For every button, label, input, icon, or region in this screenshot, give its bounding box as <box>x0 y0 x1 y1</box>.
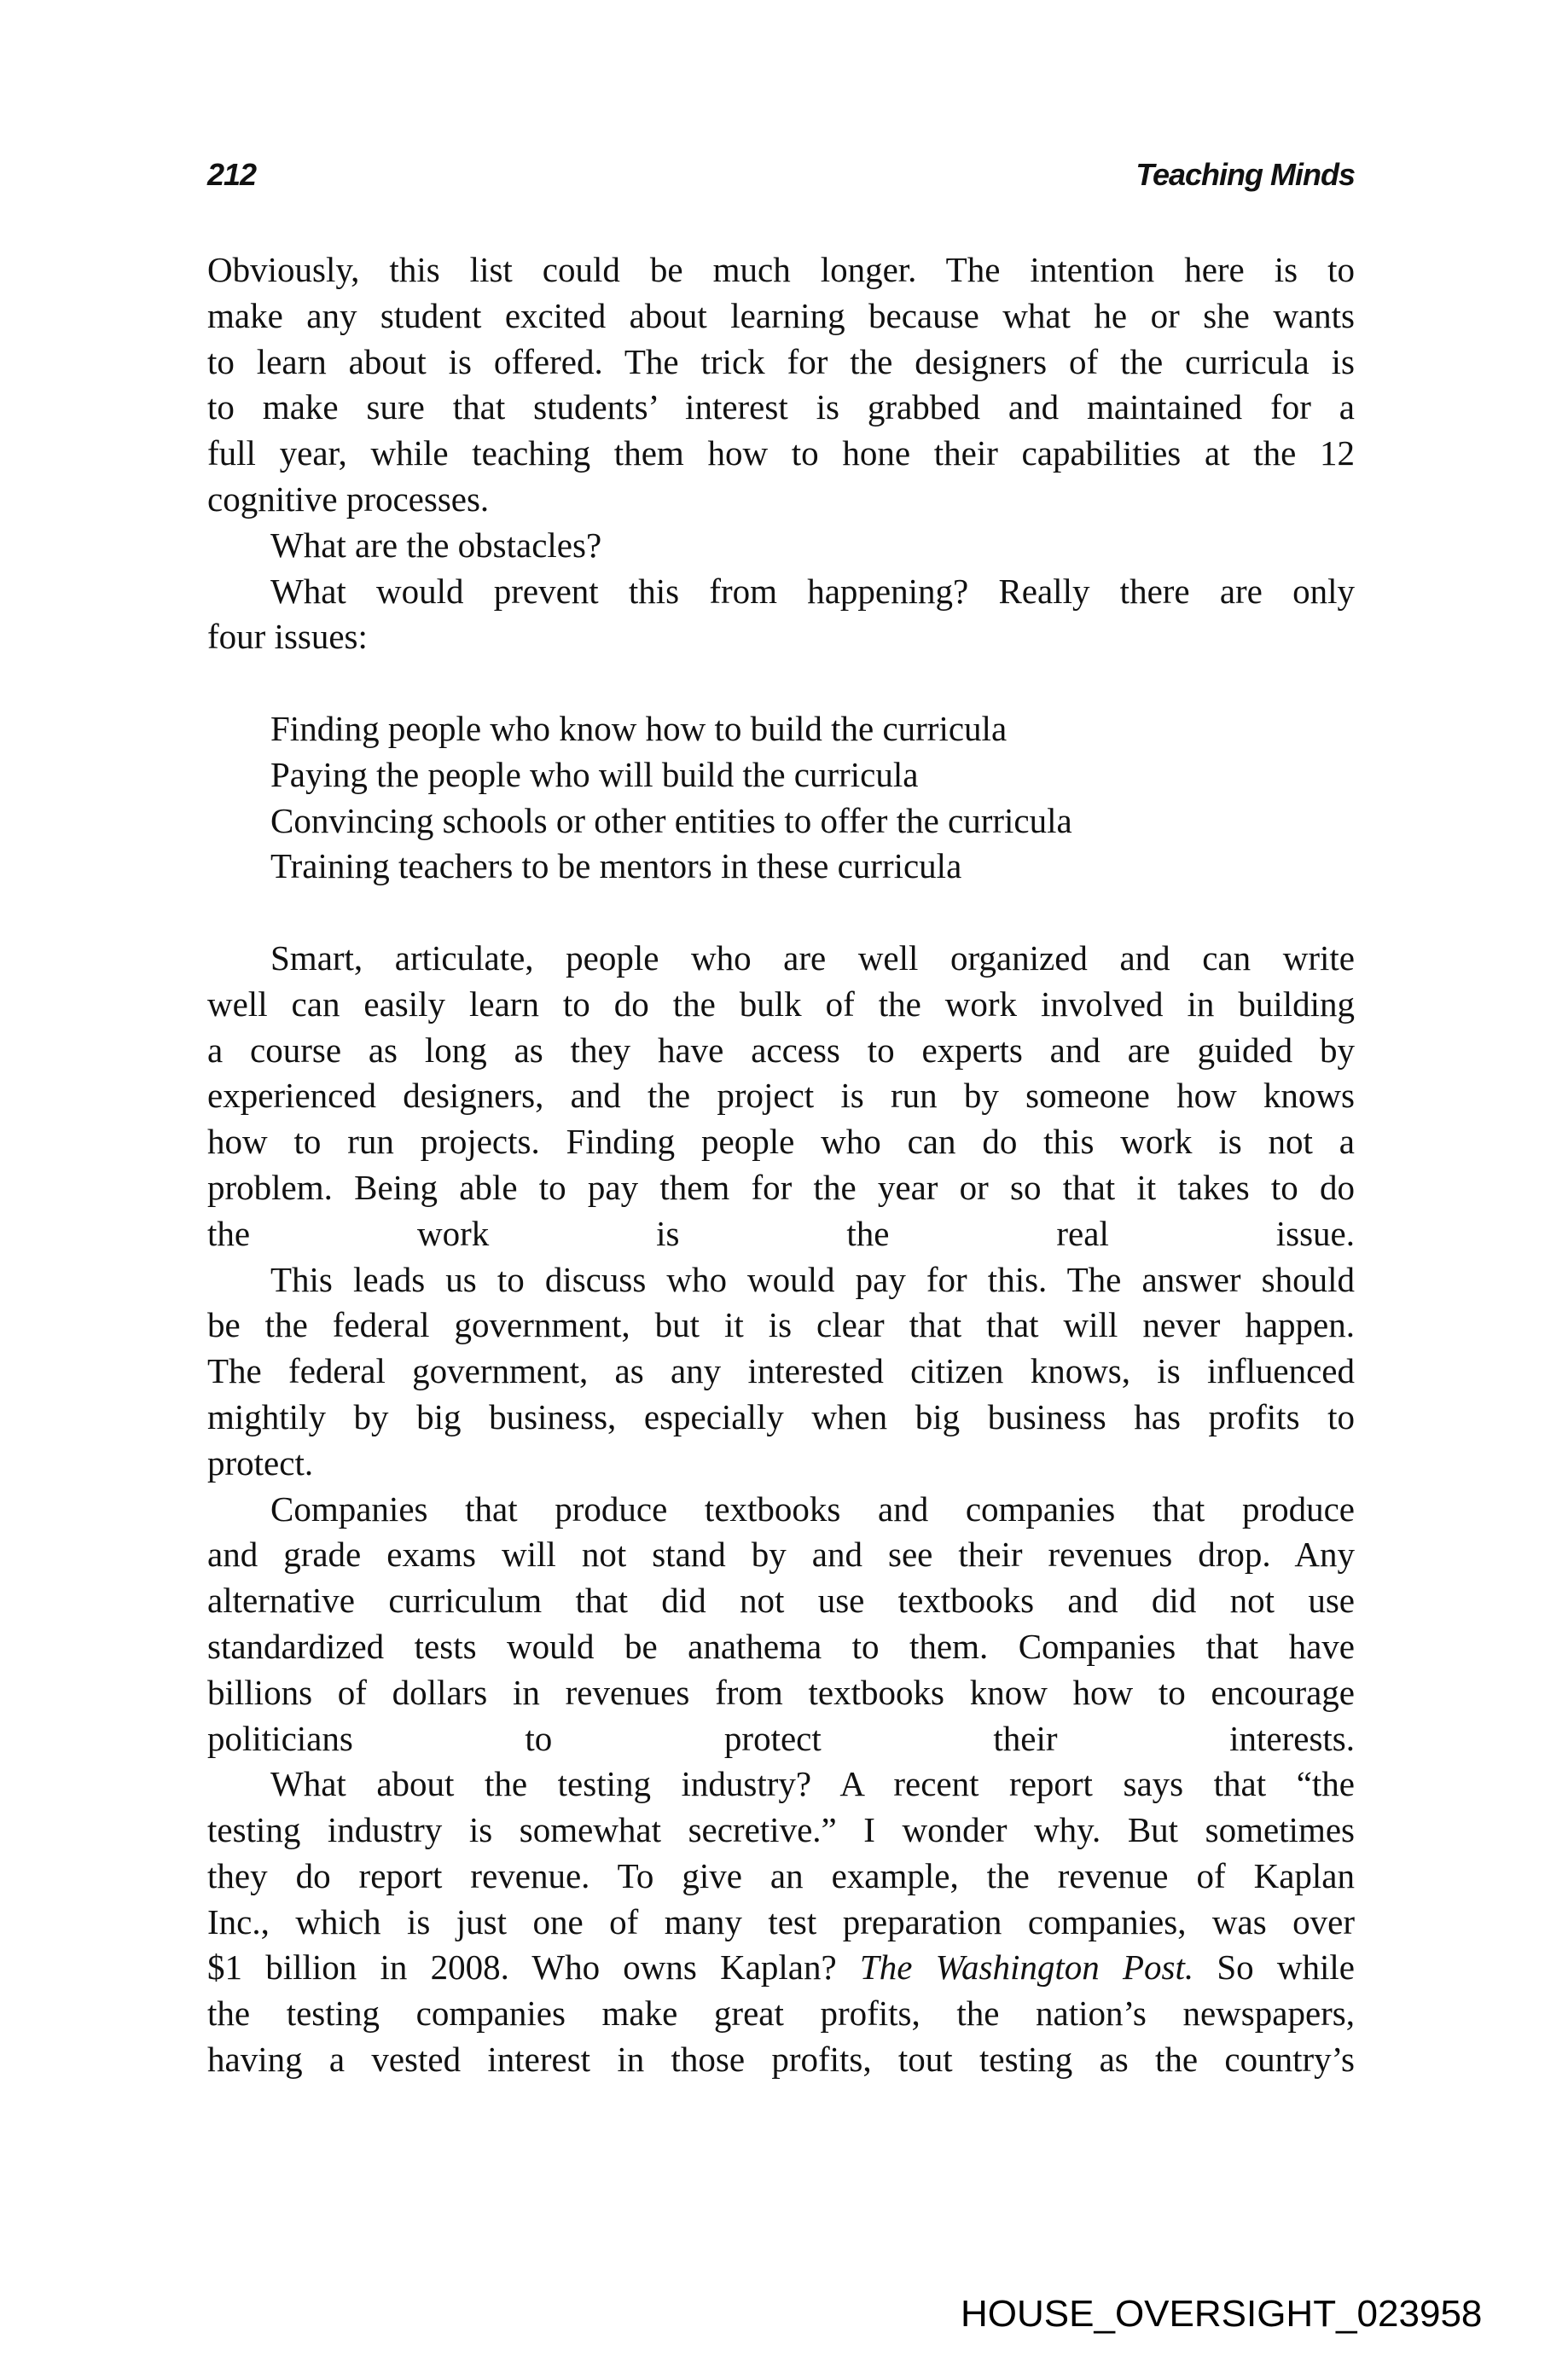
spacer <box>207 660 1355 706</box>
text-line: The federal government, as any interested citizen knows, is influenced <box>207 1351 1355 1391</box>
text-line: billions of dollars in revenues from textbooks know how to encourage <box>207 1672 1355 1712</box>
list-item: Convincing schools or other entities to offer the curricula <box>270 800 1072 840</box>
text-line: a course as long as they have access to experts and are guided by <box>207 1030 1355 1070</box>
text-line: well can easily learn to do the bulk of the work involved in building <box>207 984 1355 1024</box>
text-line: mightily by big business, especially when big business has profits to <box>207 1396 1355 1436</box>
spacer <box>207 890 1355 936</box>
text-line <box>207 1945 1355 1991</box>
text-line: experienced designers, and the project is run by someone how knows <box>207 1076 1355 1116</box>
text-line: Inc., which is just one of many test preparation companies, was over <box>207 1901 1355 1941</box>
text-line: cognitive processes. <box>207 479 490 519</box>
body-text <box>207 247 1355 2083</box>
text-segment: $1 billion in 2008. Who owns Kaplan? <box>207 1947 860 1988</box>
text-line: they do report revenue. To give an example, the revenue of Kaplan <box>207 1855 1355 1895</box>
text-line: standardized tests would be anathema to them. Companies that have <box>207 1626 1355 1666</box>
text-line: full year, while teaching them how to hone their capabilities at the 12 <box>207 433 1355 473</box>
text-line: politicians to protect their interests. <box>207 1718 1355 1758</box>
bates-number: HOUSE_OVERSIGHT_023958 <box>961 2293 1483 2335</box>
text-line: What would prevent this from happening? Really there are only <box>270 571 1355 611</box>
text-line: and grade exams will not stand by and see their revenues drop. Any <box>207 1535 1355 1575</box>
text-line: Smart, articulate, people who are well organized and can write <box>270 937 1355 978</box>
text-line: Companies that produce textbooks and companies that produce <box>270 1489 1355 1529</box>
running-title: Teaching Minds <box>1135 157 1355 192</box>
text-line: What about the testing industry? A recent report says that “the <box>270 1764 1355 1804</box>
text-line: be the federal government, but it is clear that that will never happen. <box>207 1305 1355 1345</box>
list-item: Finding people who know how to build the curricula <box>270 708 1008 748</box>
text-line: Obviously, this list could be much longer. The intention here is to <box>207 250 1355 289</box>
text-line: the testing companies make great profits, the nation’s newspapers, <box>207 1993 1355 2034</box>
text-line: make any student excited about learning because what he or she wants <box>207 295 1355 335</box>
text-line: This leads us to discuss who would pay for this. The answer should <box>270 1259 1355 1299</box>
text-line: problem. Being able to pay them for the year or so that it takes to do <box>207 1167 1355 1207</box>
page-number: 212 <box>207 157 257 192</box>
text-line: how to run projects. Finding people who can do this work is not a <box>207 1122 1355 1162</box>
text-line: the work is the real issue. <box>207 1213 1355 1253</box>
text-line: to make sure that students’ interest is grabbed and maintained for a <box>207 387 1355 427</box>
text-segment: So while <box>1193 1947 1355 1988</box>
text-line: four issues: <box>207 617 368 657</box>
text-line: to learn about is offered. The trick for the designers of the curricula is <box>207 341 1355 381</box>
text-line: protect. <box>207 1442 314 1483</box>
list-item: Training teachers to be mentors in these curricula <box>270 846 962 886</box>
italic-title: The Washington Post. <box>859 1947 1194 1988</box>
text-line: having a vested interest in those profits, tout testing as the country’s <box>207 2040 1355 2080</box>
text-line: testing industry is somewhat secretive.” I wonder why. But sometimes <box>207 1810 1355 1850</box>
text-line: What are the obstacles? <box>270 525 602 565</box>
list-item: Paying the people who will build the curricula <box>270 754 919 794</box>
text-line: alternative curriculum that did not use textbooks and did not use <box>207 1581 1355 1621</box>
